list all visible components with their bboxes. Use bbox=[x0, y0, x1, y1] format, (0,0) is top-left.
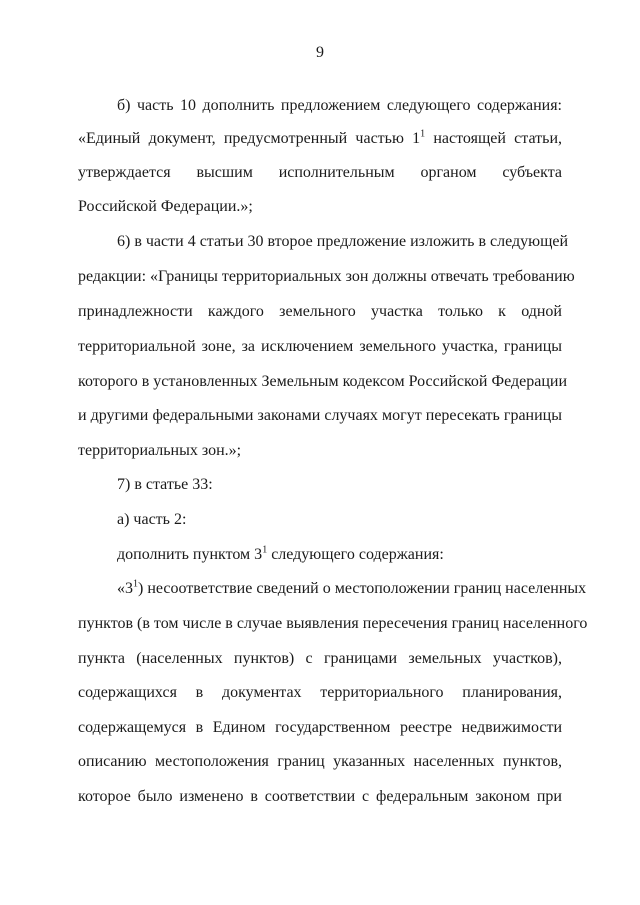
text-line: пункта (населенных пунктов) с границами земельных участков), bbox=[78, 650, 562, 667]
text-line: дополнить пунктом $3^1$ следующего содержания: bbox=[117, 544, 444, 563]
text-line: 7) в статье 33: bbox=[117, 476, 213, 493]
text-line: Российской Федерации.»; bbox=[78, 198, 253, 215]
text-line: б) часть 10 дополнить предложением следующего содержания: bbox=[117, 97, 562, 114]
text-line: территориальной зоне, за исключением земельного участка, границы bbox=[78, 338, 562, 355]
text-line: 6) в части 4 статьи 30 второе предложение изложить в следующей bbox=[117, 233, 569, 250]
text-line: пунктов (в том числе в случае выявления пересечения границ населенного bbox=[78, 615, 588, 632]
text-line: которого в установленных Земельным кодексом Российской Федерации bbox=[78, 373, 568, 390]
text-line: содержащемуся в Едином государственном реестре недвижимости bbox=[78, 719, 562, 736]
text-line: утверждается высшим исполнительным органом субъекта bbox=[78, 164, 562, 181]
text-line: а) часть 2: bbox=[117, 511, 187, 528]
text-line: «Единый документ, предусмотренный частью $1^1$ настоящей статьи, bbox=[78, 128, 563, 147]
text-line: редакции: «Границы территориальных зон должны отвечать требованию bbox=[78, 268, 575, 285]
text-line: и другими федеральными законами случаях могут пересекать границы bbox=[78, 407, 562, 424]
page-number: 9 bbox=[316, 44, 324, 61]
text-line: территориальных зон.»; bbox=[78, 442, 242, 459]
text-line: содержащихся в документах территориального планирования, bbox=[78, 684, 562, 701]
text-line: «$3^1$) несоответствие сведений о местоположении границ населенных bbox=[117, 578, 587, 597]
text-line: принадлежности каждого земельного участка только к одной bbox=[78, 303, 562, 320]
text-line: описанию местоположения границ указанных населенных пунктов, bbox=[78, 753, 562, 770]
text-line: которое было изменено в соответствии с федеральным законом при bbox=[78, 788, 562, 805]
